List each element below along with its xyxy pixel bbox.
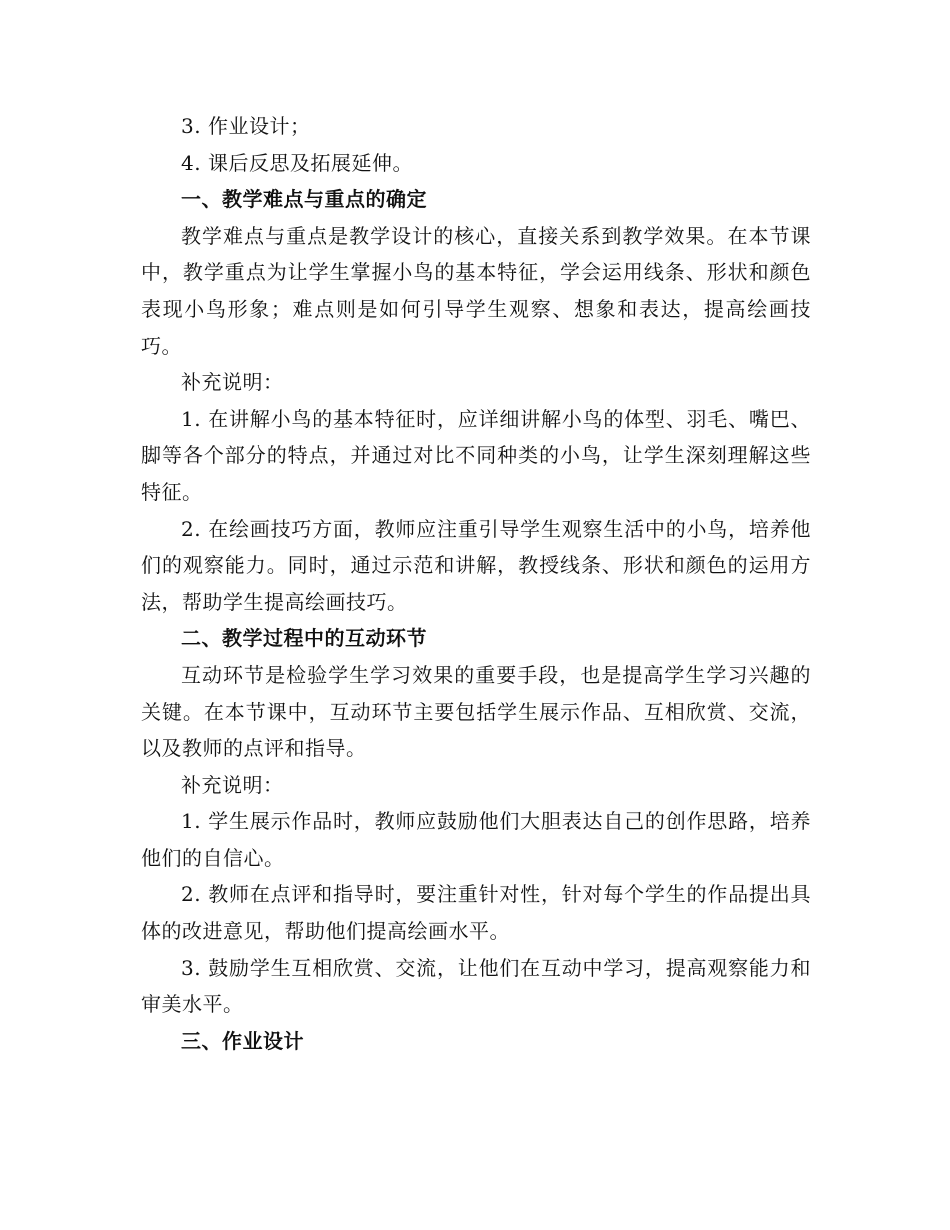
list-item: 1. 学生展示作品时，教师应鼓励他们大胆表达自己的创作思路，培养他们的自信心。	[141, 809, 811, 870]
body-paragraph: 教学难点与重点是教学设计的核心，直接关系到教学效果。在本节课中，教学重点为让学生掌握小鸟的基本特征，学会运用线条、形状和颜色表现小鸟形象；难点则是如何引导学生观察、想象和表达，提高绘画技巧。	[141, 223, 811, 358]
document-page	[141, 108, 811, 1059]
list-item: 2. 教师在点评和指导时，要注重针对性，针对每个学生的作品提出具体的改进意见，帮助他们提高绘画水平。	[141, 882, 811, 944]
body-paragraph: 补充说明：	[181, 370, 284, 395]
list-item: 3. 鼓励学生互相欣赏、交流，让他们在互动中学习，提高观察能力和审美水平。	[141, 955, 811, 1017]
body-paragraph: 互动环节是检验学生学习效果的重要手段，也是提高学生学习兴趣的关键。在本节课中，互动环节主要包括学生展示作品、互相欣赏、交流，以及教师的点评和指导。	[141, 662, 811, 761]
list-item: 3. 作业设计；	[181, 114, 311, 138]
section-heading: 三、作业设计	[181, 1028, 304, 1053]
body-paragraph: 补充说明：	[181, 772, 284, 797]
section-heading: 一、教学难点与重点的确定	[181, 187, 427, 212]
list-item: 4. 课后反思及拓展延伸。	[181, 150, 413, 175]
list-item: 2. 在绘画技巧方面，教师应注重引导学生观察生活中的小鸟，培养他们的观察能力。同时，通过示范和讲解，教授线条、形状和颜色的运用方法，帮助学生提高绘画技巧。	[141, 516, 811, 614]
list-item: 1. 在讲解小鸟的基本特征时，应详细讲解小鸟的体型、羽毛、嘴巴、脚等各个部分的特点，并通过对比不同种类的小鸟，让学生深刻理解这些特征。	[141, 406, 811, 504]
section-heading: 二、教学过程中的互动环节	[181, 626, 427, 651]
